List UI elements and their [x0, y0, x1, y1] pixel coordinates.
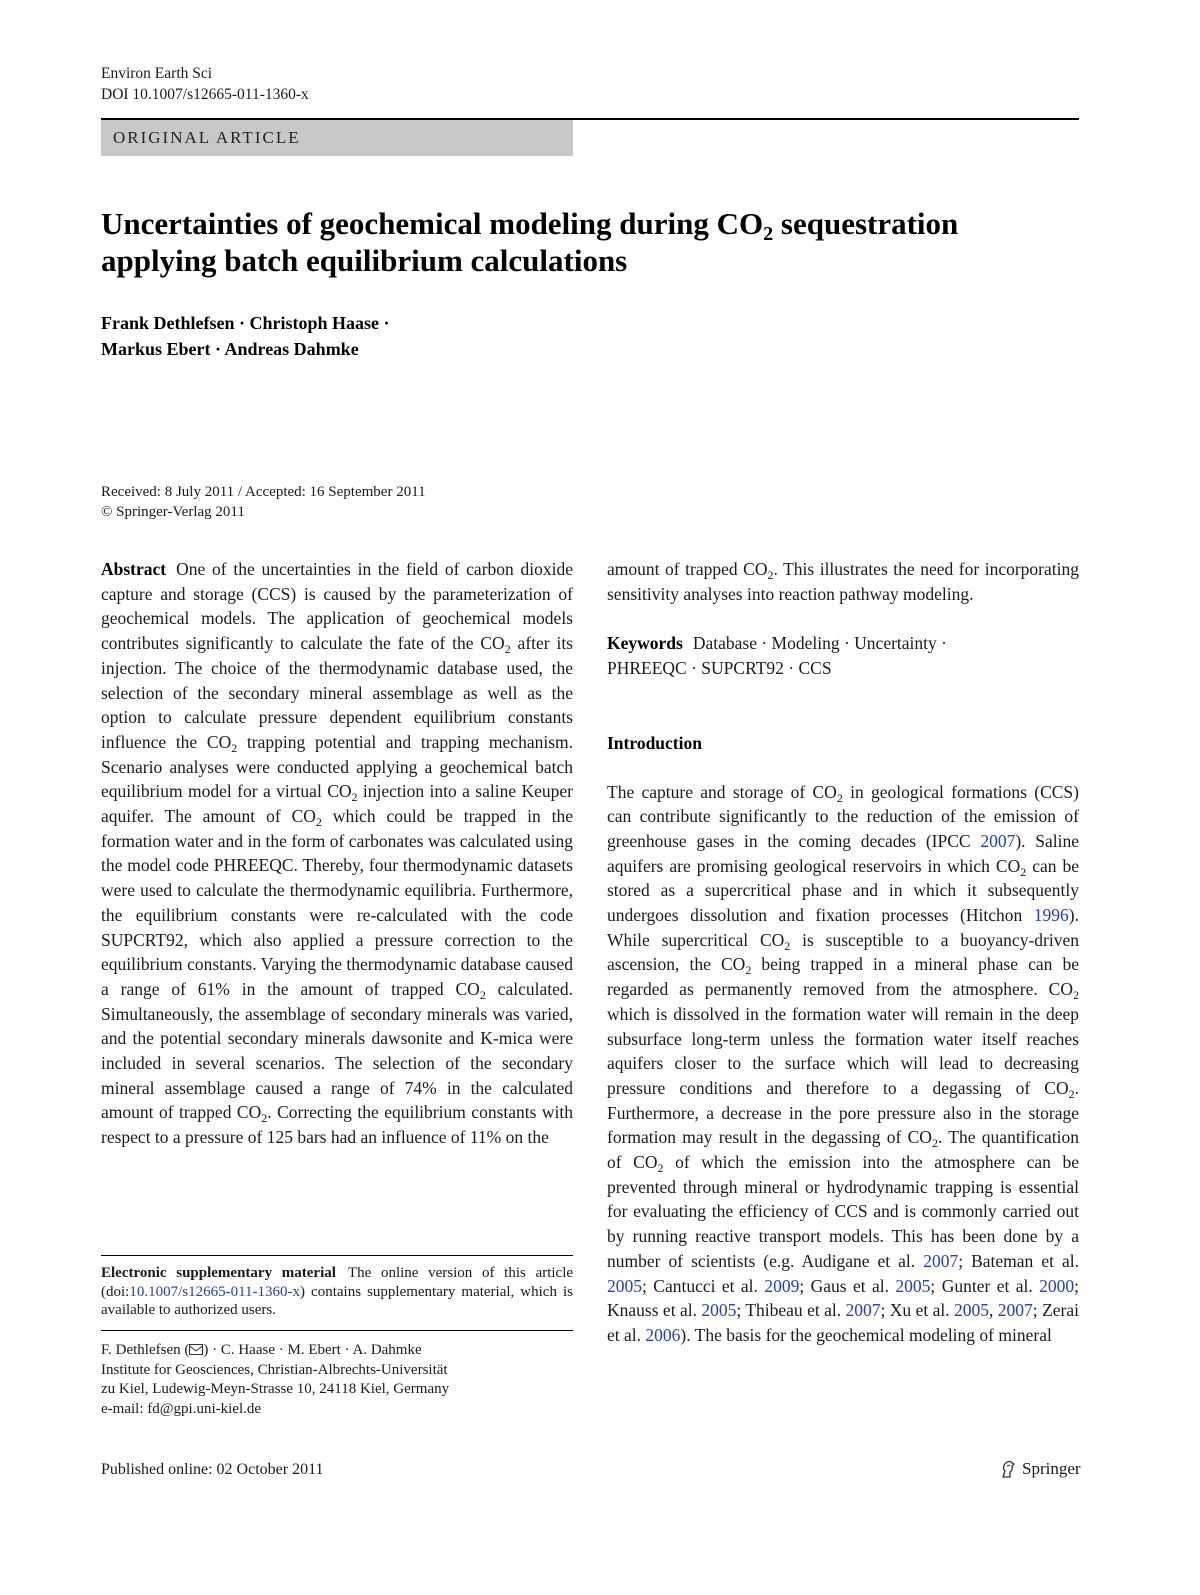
article-title — [101, 205, 1081, 279]
supplementary-material-note: Electronic supplementary material The online version of this article (doi:10.1007/s12665-011-1360-x) contains supplementary material, which is available to authorized users. — [101, 1265, 574, 1318]
title-subscript: 2 — [763, 223, 774, 245]
footnote-rule-1 — [101, 1255, 573, 1256]
article-doi: DOI 10.1007/s12665-011-1360-x — [101, 86, 309, 103]
springer-horse-icon — [998, 1459, 1018, 1479]
received-accepted: Received: 8 July 2011 / Accepted: 16 September 2011 — [101, 484, 426, 500]
keywords: Keywords Database · Modeling · Uncertainty · PHREEQC · SUPCRT92 · CCS — [607, 633, 947, 679]
abstract-continuation: amount of trapped $CO_2$. This illustrates the need for incorporating sensitivity analyses into reaction pathway modeling. — [607, 559, 1079, 604]
ref-link[interactable]: 2005 — [895, 1275, 931, 1296]
abstract-column — [101, 557, 573, 1150]
ref-link[interactable]: 2005 — [701, 1300, 737, 1321]
publisher-logo — [998, 1459, 1081, 1479]
article-type-banner: ORIGINAL ARTICLE — [101, 120, 573, 156]
esm-label: Electronic supplementary material — [101, 1265, 336, 1281]
ref-link[interactable]: 2007 — [997, 1300, 1033, 1321]
copyright: © Springer-Verlag 2011 — [101, 504, 245, 520]
ref-link[interactable]: 2007 — [980, 830, 1016, 851]
ref-link[interactable]: 2007 — [923, 1250, 959, 1271]
address-line: zu Kiel, Ludewig-Meyn-Strasse 10, 24118 Kiel, Germany — [101, 1381, 450, 1397]
title-text-1: Uncertainties of geochemical modeling during CO — [101, 206, 764, 241]
ref-link[interactable]: 1996 — [1033, 905, 1069, 926]
ref-link[interactable]: 2005 — [607, 1275, 642, 1296]
institute-line: Institute for Geosciences, Christian-Albrechts-Universität — [101, 1361, 448, 1378]
abstract-label: Abstract — [101, 559, 167, 579]
abstract: Abstract One of the uncertainties in the field of carbon dioxide capture and storage (CCS) is caused by the parameterization of geochemical models. The application of geochemical models contributes significantly to calculate the fate of the $CO_2$ after its injection. The choice of the thermodynamic database used, the selection of the secondary mineral assemblage as well as the option to calculate pressure dependent equilibrium constants influence the $CO_2$ trapping potential and trapping mechanism. Scenario analyses were conducted applying a geochemical batch equilibrium model for a virtual $CO_2$ injection into a saline Keuper aquifer. The amount of $CO_2$ which could be trapped in the formation water and in the form of carbonates was calculated using the model code PHREEQC. Thereby, four thermodynamic datasets were used to calculate the thermodynamic equilibria. Furthermore, the equilibrium constants were re-calculated with the code SUPCRT92, which also applied a pressure correction to the equilibrium constants. Varying the thermodynamic database caused a range of 61% in the amount of trapped $CO_2$ calculated. Simultaneously, the assemblage of secondary minerals was varied, and the potential secondary minerals dawsonite and K-mica were included in several scenarios. The selection of the secondary mineral assemblage caused a range of 74% in the calculated amount of trapped $CO_2$. Correcting the equilibrium constants with respect to a pressure of 125 bars had an influence of 11% on the — [101, 559, 574, 1148]
journal-name: Environ Earth Sci — [101, 65, 213, 82]
article-dates — [101, 482, 426, 522]
email-line[interactable]: e-mail: fd@gpi.uni-kiel.de — [101, 1400, 262, 1417]
introduction-heading: Introduction — [607, 732, 702, 753]
affiliation-block — [101, 1341, 573, 1419]
author-names-line: F. Dethlefsen ( ) · C. Haase · M. Ebert · A. Dahmke — [101, 1342, 422, 1358]
ref-link[interactable]: 2006 — [645, 1324, 681, 1345]
authors-line-2: Markus Ebert · Andreas Dahmke — [101, 339, 359, 359]
ref-link[interactable]: 2000 — [1039, 1275, 1075, 1296]
introduction-paragraph: The capture and storage of $CO_2$ in geological formations (CCS) can contribute significantly to the reduction of the emission of greenhouse gases in the coming decades (IPCC 2007). Saline aquifers are promising geological reservoirs in which $CO_2$ can be stored as a supercritical phase and in which it subsequently undergoes dissolution and fixation processes (Hitchon 1996). While supercritical $CO_2$ is susceptible to a buoyancy-driven ascension, the $CO_2$ being trapped in a mineral phase can be regarded as permanently removed from the atmosphere. $CO_2$ which is dissolved in the formation water will remain in the deep subsurface long-term unless the formation water itself reaches aquifers closer to the surface which will lead to decreasing pressure conditions and therefore to a degassing of $CO_2$. Furthermore, a decrease in the pore pressure also in the storage formation may result in the degassing of $CO_2$. The quantification of $CO_2$ of which the emission into the atmosphere can be prevented through mineral or hydrodynamic trapping is essential for evaluating the efficiency of CCS and is commonly carried out by running reactive transport models. This has been done by a number of scientists (e.g. Audigane et al. 2007; Bateman et al. 2005; Cantucci et al. 2009; Gaus et al. 2005; Gunter et al. 2000; Knauss et al. 2005; Thibeau et al. 2007; Xu et al. 2005, 2007; Zerai et al. 2006). The basis for the geochemical modeling of mineral — [607, 781, 1080, 1345]
footnote-rule-2 — [101, 1330, 573, 1331]
published-online: Published online: 02 October 2011 — [101, 1461, 324, 1478]
publisher-name: Springer — [1022, 1459, 1081, 1478]
esm-doi-link[interactable]: 10.1007/s12665-011-1360-x — [129, 1283, 301, 1300]
right-column — [607, 557, 1079, 1348]
keywords-label: Keywords — [607, 633, 683, 654]
title-text-2: sequestration applying batch equilibrium calculations — [101, 206, 959, 278]
journal-header — [101, 63, 309, 105]
envelope-icon — [189, 1344, 203, 1355]
ref-link[interactable]: 2005 — [954, 1300, 990, 1321]
ref-link[interactable]: 2009 — [764, 1275, 800, 1296]
ref-link[interactable]: 2007 — [845, 1300, 881, 1321]
authors-line-1: Frank Dethlefsen · Christoph Haase · — [101, 313, 390, 333]
author-list — [101, 310, 390, 362]
